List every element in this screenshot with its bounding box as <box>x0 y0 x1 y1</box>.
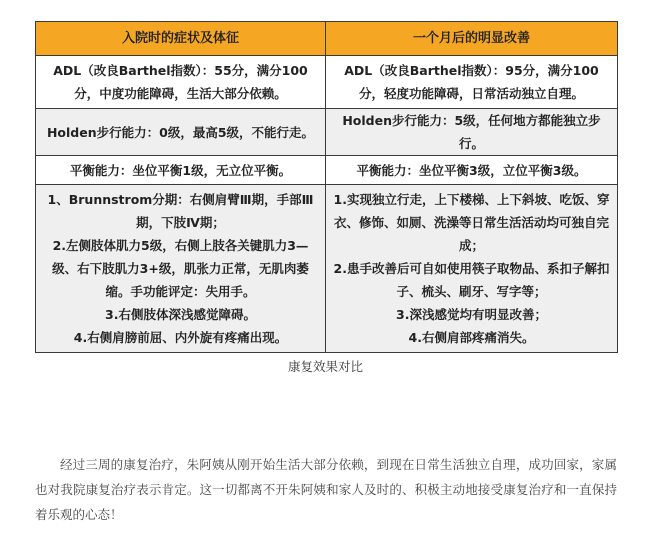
comparison-table <box>35 21 618 353</box>
row-balance-after <box>326 156 618 185</box>
paragraph-line: 家，家属也对我院康复治疗表示肯定。这一切都离不开朱阿姨和家人及时的、积极主动地接受康 <box>35 457 617 497</box>
cell-text: ADL（改良Barthel指数）：55分，满分100分，中度功能障碍，生活大部分依赖。 <box>53 63 308 101</box>
cell-text: Holden步行能力：5级，任何地方都能独立步行。 <box>342 113 601 151</box>
row-adl-before <box>36 56 326 109</box>
row-holden-before <box>36 109 326 156</box>
cell-text: Holden步行能力：0级，最高5级，不能行走。 <box>46 124 315 140</box>
row-detail-before <box>36 185 326 353</box>
table-row <box>36 185 618 353</box>
row-holden-after <box>326 109 618 156</box>
cell-text: 1.实现独立行走，上下楼梯、上下斜坡、吃饭、穿衣、修饰、如厕、洗澡等日常生活活动均可独自完成； <box>333 192 610 253</box>
cell-text: ADL（改良Barthel指数）：95分，满分100分，轻度功能障碍，日常活动独立自理。 <box>344 63 599 101</box>
cell-text: 平衡能力：坐位平衡1级，无立位平衡。 <box>69 162 292 178</box>
table-row <box>36 109 618 156</box>
summary-paragraph <box>35 452 617 527</box>
paragraph-line: 复治疗和一直保持着乐观的心态！ <box>35 482 617 522</box>
cell-text: 2.左侧肢体肌力5级，右侧上肢各关键肌力3—级、右下肢肌力3+级，肌张力正常，无肌肉萎缩。手功能评定：失用手。 <box>52 238 309 299</box>
row-adl-after <box>326 56 618 109</box>
row-detail-after <box>326 185 618 353</box>
table-header-row <box>36 22 618 56</box>
cell-text: 4.右侧肩膀前屈、内外旋有疼痛出现。 <box>73 330 288 345</box>
row-balance-before <box>36 156 326 185</box>
cell-text: 2.患手改善后可自如使用筷子取物品、系扣子解扣子、梳头、刷牙、写字等； <box>333 261 610 299</box>
table-row <box>36 56 618 109</box>
table-row <box>36 156 618 185</box>
cell-text: 4.右侧肩部疼痛消失。 <box>408 330 535 345</box>
paragraph-line: 经过三周的康复治疗，朱阿姨从刚开始生活大部分依赖，到现在日常生活独立自理，成功回 <box>60 457 567 472</box>
cell-text: 3.右侧肢体深浅感觉障碍。 <box>105 307 256 322</box>
cell-text: 3.深浅感觉均有明显改善； <box>396 307 547 322</box>
table-caption: 康复效果对比 <box>287 359 363 374</box>
header-admission: 入院时的症状及体征 <box>36 22 326 56</box>
cell-text: 平衡能力：坐位平衡3级，立位平衡3级。 <box>356 162 587 178</box>
header-improvement: 一个月后的明显改善 <box>326 22 618 56</box>
cell-text: 1、Brunnstrom分期：右侧肩臂Ⅲ期，手部Ⅲ期，下肢Ⅳ期； <box>47 192 314 230</box>
